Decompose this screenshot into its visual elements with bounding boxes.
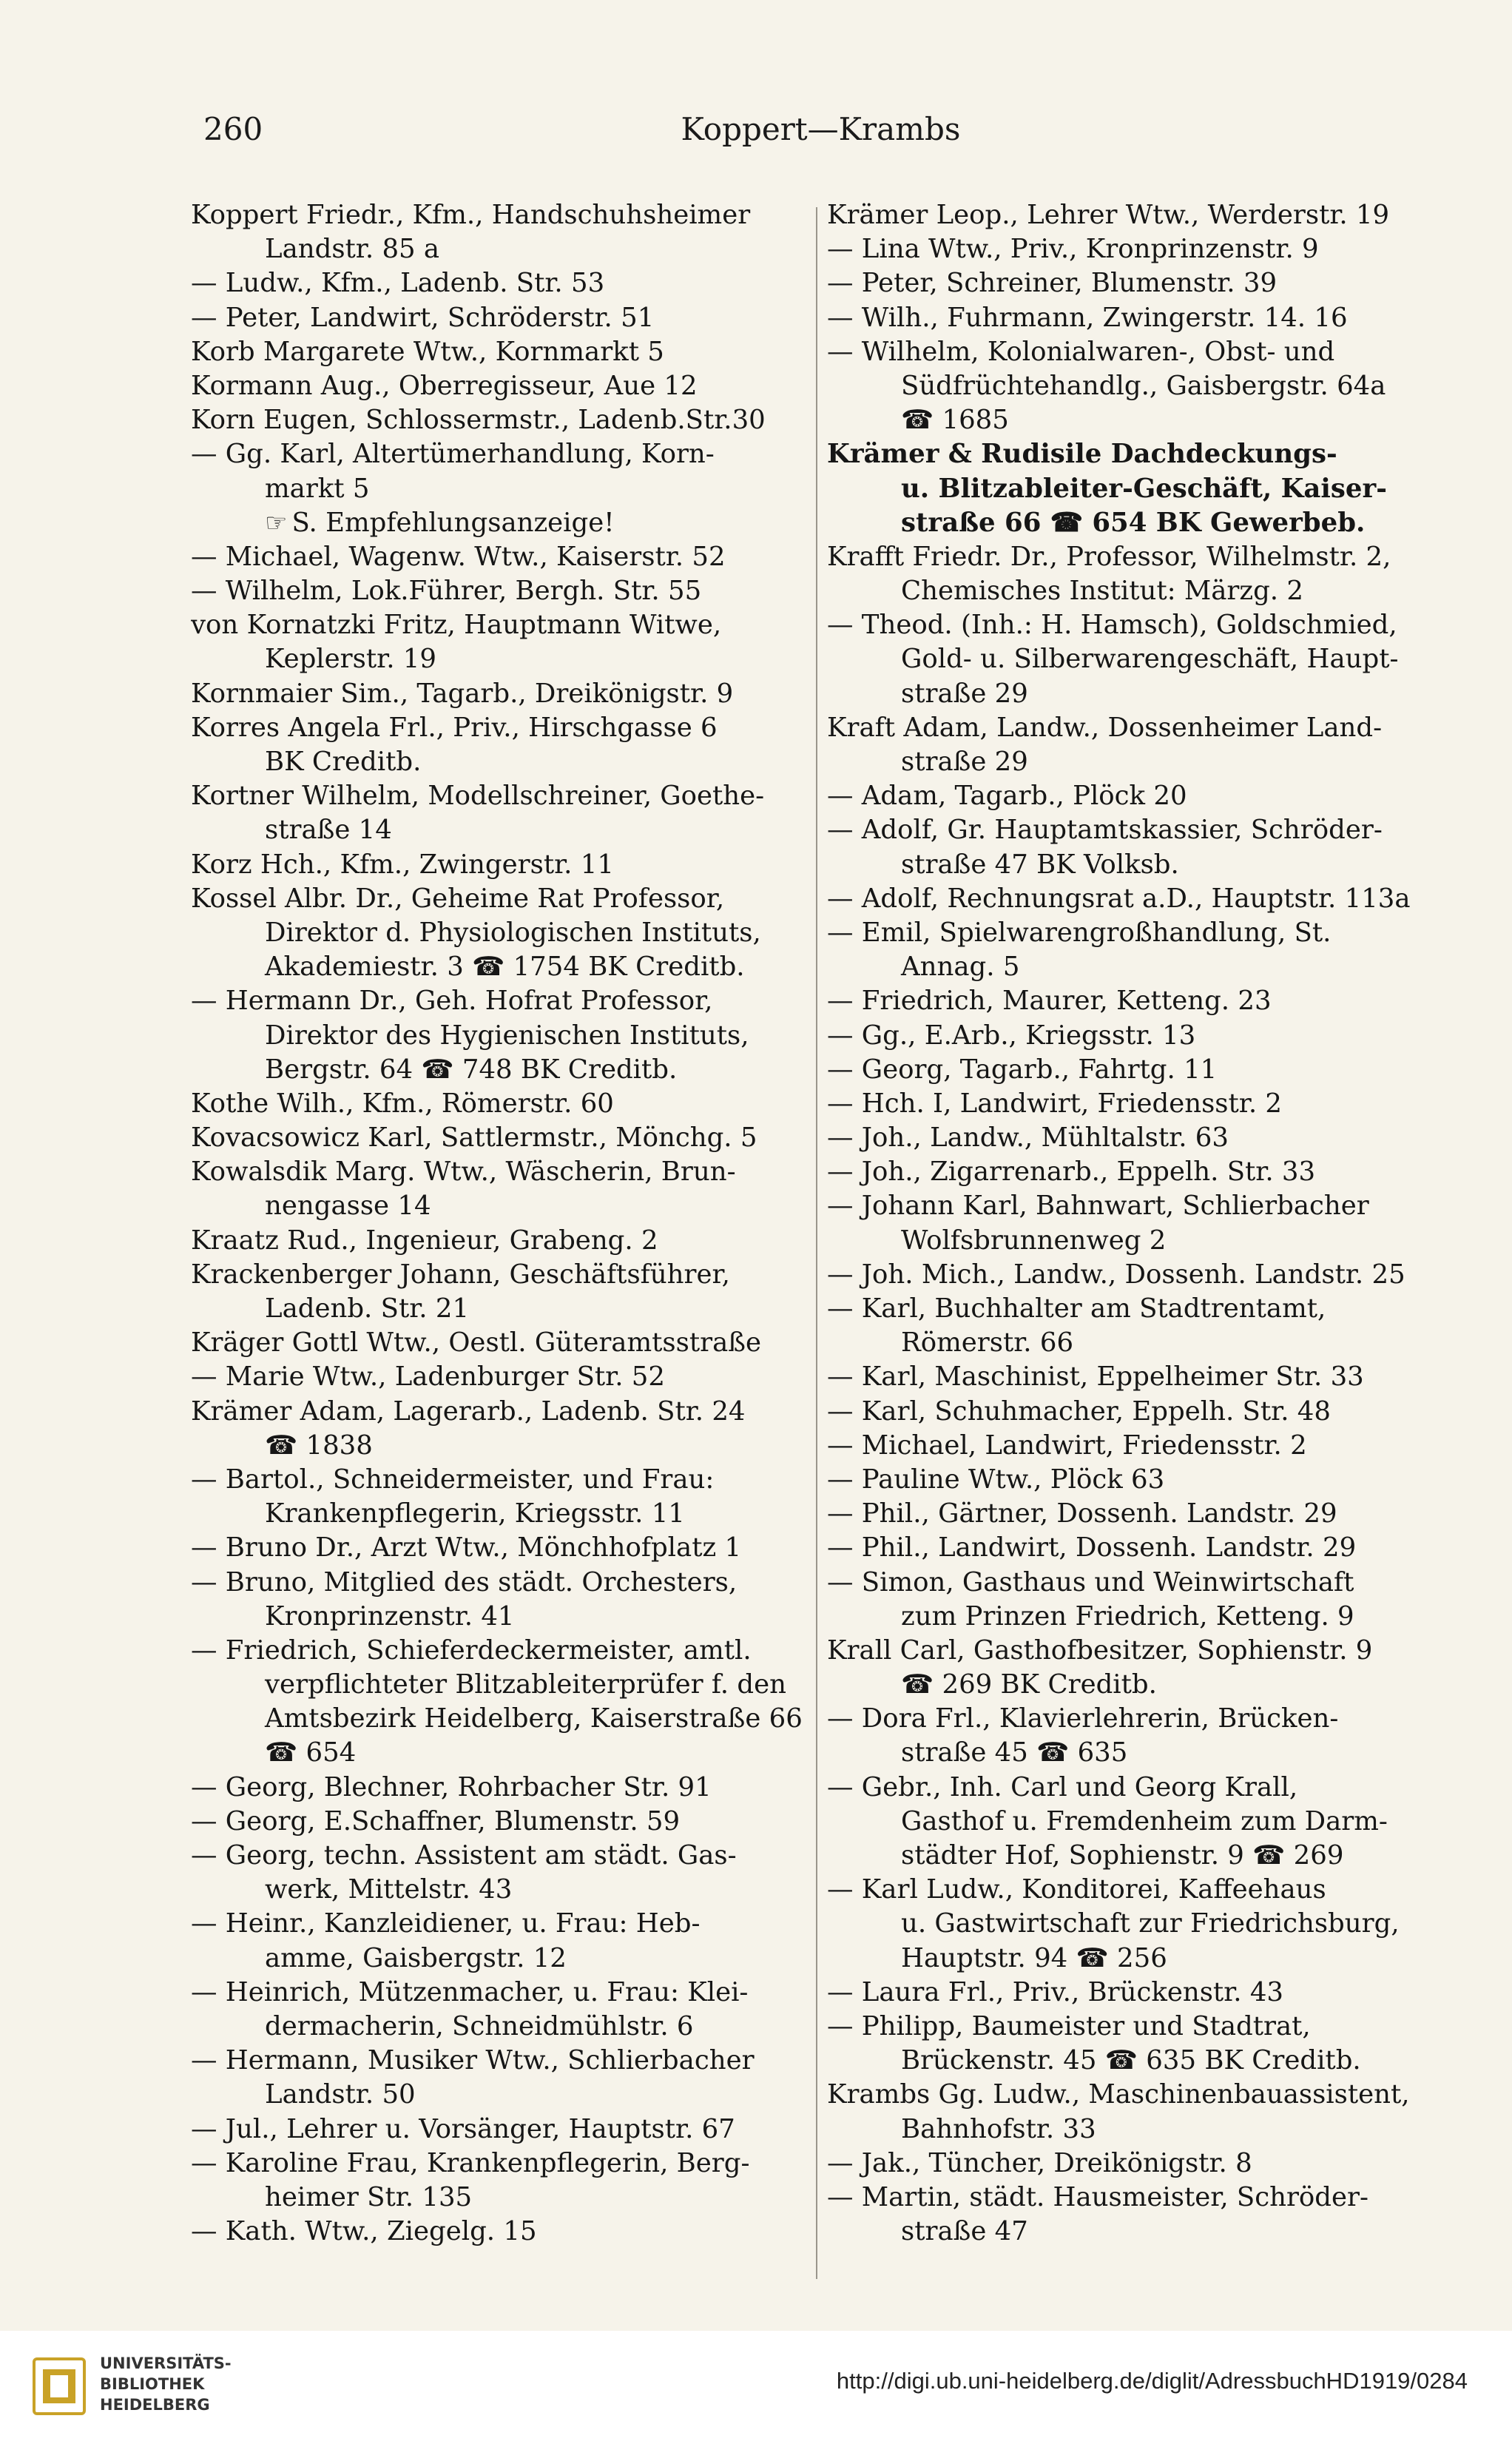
entry-text: — Friedrich, Maurer, Ketteng. 23 [827, 986, 1272, 1017]
entry-text: Krämer & Rudisile Dachdeckungs- [827, 439, 1337, 470]
directory-entry-line [827, 1258, 1441, 1292]
entry-text: heimer Str. 135 [265, 2181, 473, 2212]
directory-entry-line [191, 1907, 805, 1941]
entry-text: straße 14 [265, 815, 392, 846]
entry-text: straße 29 [901, 747, 1028, 777]
directory-entry-line [191, 1360, 805, 1394]
entry-text: ☎ 1838 [265, 1430, 373, 1461]
entry-text: Kovacsowicz Karl, Sattlermstr., Mönchg. 5 [191, 1122, 757, 1154]
directory-entry-line [191, 1121, 805, 1155]
directory-entry-line [827, 403, 1441, 437]
directory-entry-line [827, 1736, 1441, 1770]
directory-entry-line [827, 1497, 1441, 1531]
entry-text: Akademiestr. 3 ☎ 1754 BK Creditb. [265, 952, 745, 983]
directory-entry-line [191, 1019, 805, 1053]
entry-text: Korb Margarete Wtw., Kornmarkt 5 [191, 336, 664, 367]
entry-text: zum Prinzen Friedrich, Ketteng. 9 [901, 1600, 1354, 1632]
directory-entry-line [191, 1155, 805, 1189]
entry-text: — Adolf, Rechnungsrat a.D., Hauptstr. 113a [827, 883, 1411, 914]
directory-entry-line [191, 745, 805, 779]
directory-entry-line [191, 574, 805, 608]
page-number: 260 [203, 111, 263, 147]
entry-text: — Adolf, Gr. Hauptamtskassier, Schröder- [827, 815, 1383, 846]
directory-entry-line [191, 608, 805, 642]
entry-text: Wolfsbrunnenweg 2 [901, 1225, 1167, 1256]
entry-text: straße 47 [901, 2216, 1028, 2247]
directory-entry-line [827, 779, 1441, 813]
directory-entry-line [191, 1463, 805, 1497]
directory-entry-line [827, 2078, 1441, 2112]
entry-text: Chemisches Institut: Märzg. 2 [901, 576, 1303, 607]
directory-entry-line [191, 1053, 805, 1087]
entry-text: Krämer Leop., Lehrer Wtw., Werderstr. 19 [827, 200, 1390, 230]
entry-text: — Michael, Landwirt, Friedensstr. 2 [827, 1430, 1307, 1461]
entry-text: Krämer Adam, Lagerarb., Ladenb. Str. 24 [191, 1396, 746, 1427]
entry-text: — Dora Frl., Klavierlehrerin, Brücken- [827, 1703, 1339, 1734]
directory-entry-line [827, 1189, 1441, 1223]
directory-entry-line [191, 1600, 805, 1634]
directory-entry-line [191, 1326, 805, 1360]
entry-text: Krackenberger Johann, Geschäftsführer, [191, 1259, 730, 1290]
directory-entry-line [191, 642, 805, 676]
entry-text: dermacherin, Schneidmühlstr. 6 [265, 2010, 694, 2041]
entry-text: — Michael, Wagenw. Wtw., Kaiserstr. 52 [191, 541, 726, 572]
directory-entry-line [191, 2215, 805, 2249]
entry-text: — Karl, Buchhalter am Stadtrentamt, [827, 1293, 1326, 1324]
directory-entry-line [827, 232, 1441, 266]
entry-text: — Heinr., Kanzleidiener, u. Frau: Heb- [191, 1908, 701, 1939]
entry-text: — Georg, Blechner, Rohrbacher Str. 91 [191, 1771, 712, 1802]
entry-text: markt 5 [265, 473, 370, 504]
entry-text: straße 29 [901, 678, 1028, 709]
directory-entry-line [191, 1189, 805, 1223]
entry-text: straße 66 ☎ 654 BK Gewerbeb. [901, 507, 1366, 538]
directory-entry-line [191, 1668, 805, 1702]
entry-text: Kräger Gottl Wtw., Oestl. Güteramtsstraße [191, 1327, 761, 1359]
directory-entry-line [827, 2113, 1441, 2147]
directory-entry-line [191, 1634, 805, 1668]
directory-entry-line [827, 2044, 1441, 2078]
directory-entry-line [827, 1805, 1441, 1839]
directory-entry-line [827, 1019, 1441, 1053]
directory-entry-line [191, 677, 805, 711]
entry-text: — Karl, Maschinist, Eppelheimer Str. 33 [827, 1361, 1364, 1393]
directory-entry-line [827, 608, 1441, 642]
directory-entry-line [827, 882, 1441, 916]
directory-entry-line [191, 984, 805, 1018]
directory-entry-line [827, 2215, 1441, 2249]
directory-entry-line [827, 506, 1441, 540]
directory-entry-line [827, 540, 1441, 574]
entry-text: Bahnhofstr. 33 [901, 2113, 1096, 2144]
directory-entry-line [191, 2078, 805, 2112]
entry-text: Direktor des Hygienischen Instituts, [265, 1020, 749, 1051]
entry-text: Kraft Adam, Landw., Dossenheimer Land- [827, 712, 1383, 743]
directory-entry-line [827, 950, 1441, 984]
entry-text: Römerstr. 66 [901, 1327, 1074, 1359]
directory-entry-line [191, 1566, 805, 1600]
entry-text: — Hch. I, Landwirt, Friedensstr. 2 [827, 1088, 1283, 1119]
directory-entry-line [191, 335, 805, 369]
entry-text: — Laura Frl., Priv., Brückenstr. 43 [827, 1976, 1284, 2007]
directory-entry-line [191, 950, 805, 984]
directory-entry-line [191, 711, 805, 745]
directory-entry-line [827, 1531, 1441, 1565]
directory-entry-line [191, 882, 805, 916]
directory-entry-line [827, 813, 1441, 847]
entry-text: — Emil, Spielwarengroßhandlung, St. [827, 917, 1332, 948]
directory-entry-line [827, 1087, 1441, 1121]
library-crest-icon [30, 2353, 89, 2420]
entry-text: Kowalsdik Marg. Wtw., Wäscherin, Brun- [191, 1157, 736, 1188]
directory-entry-line [827, 1702, 1441, 1736]
directory-entry-line [827, 198, 1441, 232]
logo-line-3: HEIDELBERG [100, 2396, 210, 2414]
entry-text: Kronprinzenstr. 41 [265, 1600, 515, 1632]
entry-text: Kossel Albr. Dr., Geheime Rat Professor, [191, 883, 725, 914]
directory-entry-line [827, 1839, 1441, 1873]
directory-entry-line [191, 1839, 805, 1873]
entry-text: — Martin, städt. Hausmeister, Schröder- [827, 2181, 1368, 2212]
entry-text: Brückenstr. 45 ☎ 635 BK Creditb. [901, 2045, 1361, 2076]
directory-entry-line [191, 198, 805, 232]
directory-entry-line [191, 1224, 805, 1258]
entry-text: — Hermann, Musiker Wtw., Schlierbacher [191, 2045, 755, 2076]
entry-text: Koppert Friedr., Kfm., Handschuhsheimer [191, 200, 751, 230]
library-name [100, 2353, 232, 2415]
directory-entry-line [827, 1771, 1441, 1805]
entry-text: — Georg, E.Schaffner, Blumenstr. 59 [191, 1805, 681, 1837]
entry-text: Bergstr. 64 ☎ 748 BK Creditb. [265, 1054, 678, 1085]
entry-text: Krankenpflegerin, Kriegsstr. 11 [265, 1498, 685, 1529]
entry-text: — Bruno, Mitglied des städt. Orchesters, [191, 1566, 738, 1598]
directory-entry-line [827, 301, 1441, 335]
directory-entry-line [191, 1736, 805, 1770]
entry-text: städter Hof, Sophienstr. 9 ☎ 269 [901, 1840, 1344, 1871]
directory-entry-line [827, 2147, 1441, 2181]
entry-text: Korres Angela Frl., Priv., Hirschgasse 6 [191, 712, 718, 743]
directory-entry-line [191, 1805, 805, 1839]
directory-entry-line [191, 472, 805, 506]
entry-text: — Bruno Dr., Arzt Wtw., Mönchhofplatz 1 [191, 1532, 742, 1563]
directory-entry-line [827, 574, 1441, 608]
directory-entry-line [827, 1566, 1441, 1600]
directory-entry-line [827, 437, 1441, 471]
directory-entry-line [827, 1224, 1441, 1258]
directory-entry-line [827, 848, 1441, 882]
entry-text: — Georg, techn. Assistent am städt. Gas- [191, 1840, 737, 1871]
entry-text: Landstr. 50 [265, 2079, 416, 2110]
directory-entry-line [191, 369, 805, 403]
directory-entry-line [827, 2010, 1441, 2044]
directory-entry-line [827, 1463, 1441, 1497]
entry-text: — Gebr., Inh. Carl und Georg Krall, [827, 1771, 1298, 1802]
page-header [189, 111, 1453, 155]
entry-text: Keplerstr. 19 [265, 644, 436, 675]
left-column [191, 198, 805, 2249]
entry-text: Kornmaier Sim., Tagarb., Dreikönigstr. 9 [191, 678, 734, 709]
directory-entry-line [827, 1907, 1441, 1941]
entry-text: — Gg. Karl, Altertümerhandlung, Korn- [191, 439, 715, 470]
entry-text: nengasse 14 [265, 1191, 431, 1222]
entry-text: — Gg., E.Arb., Kriegsstr. 13 [827, 1020, 1196, 1051]
entry-text: — Joh., Zigarrenarb., Eppelh. Str. 33 [827, 1157, 1316, 1188]
entry-text: — Phil., Gärtner, Dossenh. Landstr. 29 [827, 1498, 1337, 1529]
directory-entry-line [191, 437, 805, 471]
entry-text: — Wilhelm, Lok.Führer, Bergh. Str. 55 [191, 576, 702, 607]
directory-entry-line [191, 1771, 805, 1805]
entry-text: — Karl, Schuhmacher, Eppelh. Str. 48 [827, 1396, 1331, 1427]
entry-text: Krambs Gg. Ludw., Maschinenbauassistent, [827, 2079, 1410, 2110]
entry-text: straße 47 BK Volksb. [901, 849, 1179, 880]
directory-entry-line [827, 1600, 1441, 1634]
directory-entry-line [191, 1258, 805, 1292]
directory-entry-line [827, 1292, 1441, 1326]
directory-entry-line [191, 813, 805, 847]
directory-entry-line [827, 1053, 1441, 1087]
source-url[interactable]: http://digi.ub.uni-heidelberg.de/diglit/AdressbuchHD1919/0284 [836, 2368, 1468, 2394]
directory-entry-line [191, 1942, 805, 1976]
entry-text: — Joh., Landw., Mühltalstr. 63 [827, 1122, 1229, 1154]
entry-text: werk, Mittelstr. 43 [265, 1874, 513, 1905]
entry-text: — Phil., Landwirt, Dossenh. Landstr. 29 [827, 1532, 1357, 1563]
directory-entry-line [827, 1326, 1441, 1360]
directory-entry-line [191, 916, 805, 950]
directory-entry-line [827, 984, 1441, 1018]
entry-text: Hauptstr. 94 ☎ 256 [901, 1942, 1167, 1973]
directory-entry-line [827, 472, 1441, 506]
entry-text: — Wilh., Fuhrmann, Zwingerstr. 14. 16 [827, 302, 1348, 333]
directory-entry-line [191, 2147, 805, 2181]
entry-text: — Hermann Dr., Geh. Hofrat Professor, [191, 986, 713, 1017]
running-title: Koppert—Krambs [681, 111, 961, 147]
right-column [827, 198, 1441, 2249]
directory-entry-line [827, 335, 1441, 369]
directory-entry-line [191, 1702, 805, 1736]
entry-text: — Marie Wtw., Ladenburger Str. 52 [191, 1361, 665, 1393]
library-logo[interactable] [30, 2353, 355, 2442]
entry-text: — Pauline Wtw., Plöck 63 [827, 1464, 1165, 1495]
entry-text: amme, Gaisbergstr. 12 [265, 1942, 567, 1973]
entry-text: Landstr. 85 a [265, 234, 440, 265]
entry-text: — Ludw., Kfm., Ladenb. Str. 53 [191, 268, 605, 299]
directory-entry-line [827, 1155, 1441, 1189]
directory-entry-line [191, 779, 805, 813]
entry-text: — Wilhelm, Kolonialwaren-, Obst- und [827, 336, 1335, 367]
viewer-footer [0, 2331, 1512, 2464]
entry-text: — Theod. (Inh.: H. Hamsch), Goldschmied, [827, 610, 1397, 641]
entry-text: von Kornatzki Fritz, Hauptmann Witwe, [191, 610, 722, 641]
entry-text: — Heinrich, Mützenmacher, u. Frau: Klei- [191, 1976, 749, 2007]
entry-text: Kormann Aug., Oberregisseur, Aue 12 [191, 370, 698, 401]
directory-entry-line [827, 745, 1441, 779]
entry-text: u. Blitzableiter-Geschäft, Kaiser- [901, 473, 1387, 504]
entry-text: — Johann Karl, Bahnwart, Schlierbacher [827, 1191, 1369, 1222]
entry-text: Korn Eugen, Schlossermstr., Ladenb.Str.30 [191, 405, 766, 436]
entry-text: Annag. 5 [901, 952, 1020, 983]
entry-text: — Jul., Lehrer u. Vorsänger, Hauptstr. 67 [191, 2113, 735, 2144]
directory-entry-line [191, 2113, 805, 2147]
directory-entry-line [827, 1873, 1441, 1907]
directory-entry-line [191, 1292, 805, 1326]
directory-entry-line [827, 1121, 1441, 1155]
directory-entry-line [827, 642, 1441, 676]
entry-text: — Peter, Schreiner, Blumenstr. 39 [827, 268, 1278, 299]
directory-entry-line [827, 1668, 1441, 1702]
directory-entry-line [827, 916, 1441, 950]
logo-line-1: UNIVERSITÄTS- [100, 2354, 232, 2372]
entry-text: Gold- u. Silberwarengeschäft, Haupt- [901, 644, 1399, 675]
column-divider [816, 207, 817, 2279]
entry-text: Gasthof u. Fremdenheim zum Darm- [901, 1805, 1388, 1837]
directory-entry-line [191, 1976, 805, 2010]
entry-text: — Friedrich, Schieferdeckermeister, amtl. [191, 1635, 752, 1666]
directory-entry-line [191, 2010, 805, 2044]
directory-entry-line [827, 1976, 1441, 2010]
directory-entry-line [827, 1429, 1441, 1463]
entry-text: Korz Hch., Kfm., Zwingerstr. 11 [191, 849, 614, 880]
directory-entry-line [827, 1634, 1441, 1668]
entry-text: Direktor d. Physiologischen Instituts, [265, 917, 761, 948]
directory-entry-line [191, 1087, 805, 1121]
entry-text: Ladenb. Str. 21 [265, 1293, 470, 1324]
entry-text: Südfrüchtehandlg., Gaisbergstr. 64a [901, 370, 1386, 401]
pointing-hand-icon: ☞ [265, 508, 288, 538]
entry-text: — Jak., Tüncher, Dreikönigstr. 8 [827, 2147, 1252, 2178]
directory-entry-line [191, 848, 805, 882]
entry-text: — Bartol., Schneidermeister, und Frau: [191, 1464, 715, 1495]
directory-entry-line [191, 1531, 805, 1565]
directory-entry-line [191, 1497, 805, 1531]
directory-entry-line [191, 301, 805, 335]
directory-entry-line [191, 1873, 805, 1907]
entry-text: — Philipp, Baumeister und Stadtrat, [827, 2010, 1311, 2041]
entry-text: — Karoline Frau, Krankenpflegerin, Berg- [191, 2147, 750, 2178]
directory-entry-line [191, 1429, 805, 1463]
directory-entry-line [191, 1395, 805, 1429]
entry-text: straße 45 ☎ 635 [901, 1737, 1128, 1768]
entry-text: — Karl Ludw., Konditorei, Kaffeehaus [827, 1874, 1326, 1905]
entry-text: — Peter, Landwirt, Schröderstr. 51 [191, 302, 655, 333]
directory-entry-line [191, 232, 805, 266]
entry-text: Kortner Wilhelm, Modellschreiner, Goethe- [191, 781, 765, 812]
directory-entry-line [827, 2181, 1441, 2215]
entry-text: — Simon, Gasthaus und Weinwirtschaft [827, 1566, 1354, 1598]
entry-text: ☎ 654 [265, 1737, 357, 1768]
directory-entry-line [827, 711, 1441, 745]
entry-text: Kraatz Rud., Ingenieur, Grabeng. 2 [191, 1225, 658, 1256]
directory-entry-line [191, 266, 805, 300]
directory-entry-line [827, 1360, 1441, 1394]
entry-text: Kothe Wilh., Kfm., Römerstr. 60 [191, 1088, 614, 1119]
directory-entry-line [827, 266, 1441, 300]
entry-text: verpflichteter Blitzableiterprüfer f. den [265, 1669, 786, 1700]
directory-entry-line [191, 403, 805, 437]
entry-text: ☎ 1685 [901, 405, 1009, 436]
entry-text: — Adam, Tagarb., Plöck 20 [827, 781, 1187, 812]
directory-entry-line [827, 1942, 1441, 1976]
entry-text: Krall Carl, Gasthofbesitzer, Sophienstr. 9 [827, 1635, 1373, 1666]
entry-text: — Kath. Wtw., Ziegelg. 15 [191, 2216, 537, 2247]
directory-entry-line [827, 677, 1441, 711]
directory-entry-line [191, 2044, 805, 2078]
directory-entry-line [191, 506, 805, 540]
entry-text: S. Empfehlungsanzeige! [291, 507, 615, 538]
directory-entry-line [827, 1395, 1441, 1429]
entry-text: BK Creditb. [265, 747, 422, 777]
logo-line-2: BIBLIOTHEK [100, 2375, 205, 2393]
entry-text: u. Gastwirtschaft zur Friedrichsburg, [901, 1908, 1400, 1939]
directory-entry-line [827, 369, 1441, 403]
entry-text: ☎ 269 BK Creditb. [901, 1669, 1157, 1700]
entry-text: — Georg, Tagarb., Fahrtg. 11 [827, 1054, 1218, 1085]
entry-text: Krafft Friedr. Dr., Professor, Wilhelmstr. 2, [827, 541, 1391, 572]
entry-text: Amtsbezirk Heidelberg, Kaiserstraße 66 [265, 1703, 803, 1734]
entry-text: — Joh. Mich., Landw., Dossenh. Landstr. 25 [827, 1259, 1405, 1290]
directory-entry-line [191, 540, 805, 574]
directory-entry-line [191, 2181, 805, 2215]
entry-text: — Lina Wtw., Priv., Kronprinzenstr. 9 [827, 234, 1319, 265]
